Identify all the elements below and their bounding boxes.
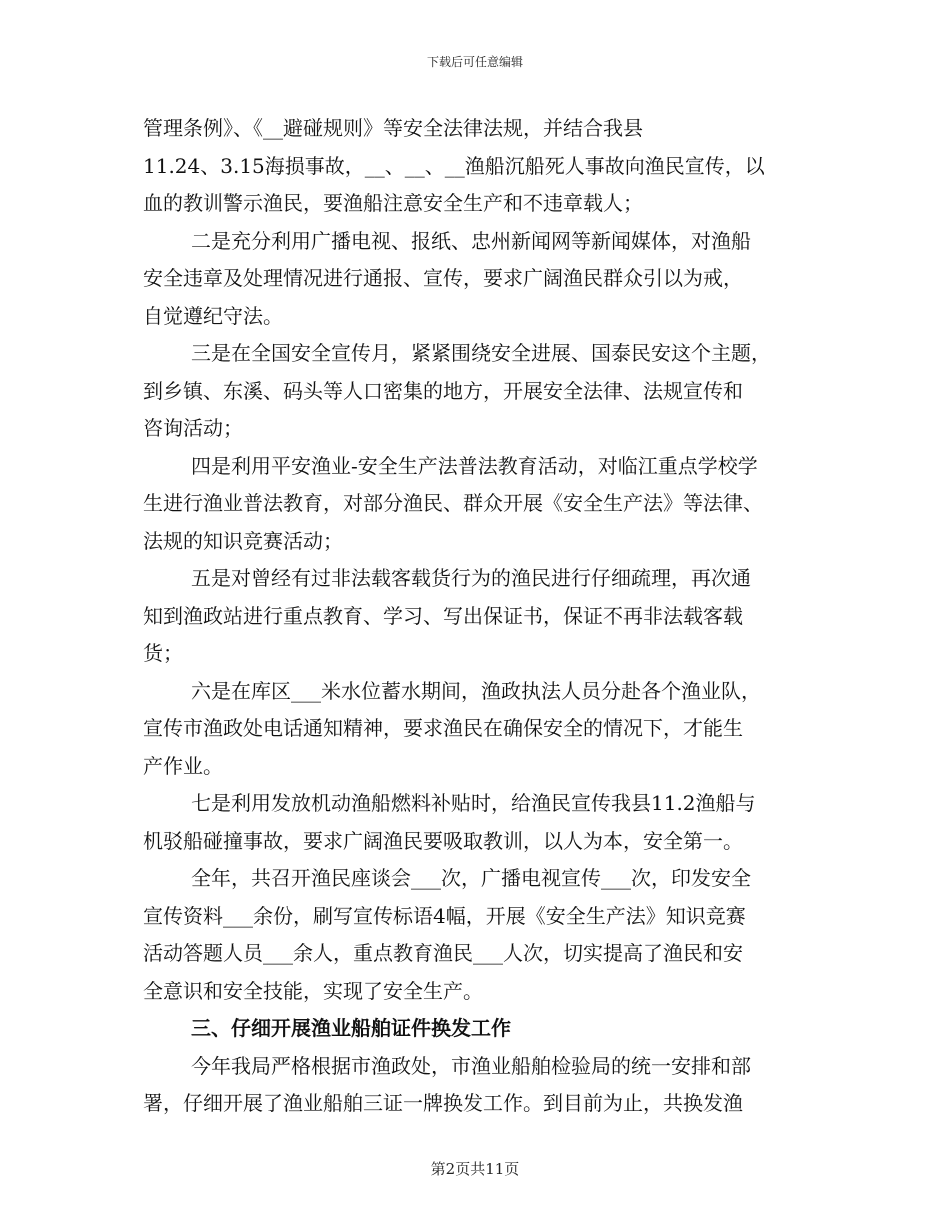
paragraph-line: 署，仔细开展了渔业船舶三证一牌换发工作。到目前为止，共换发渔 xyxy=(143,1091,743,1115)
paragraph-line: 今年我局严格根据市渔政处，市渔业船舶检验局的统一安排和部 xyxy=(191,1053,751,1078)
document-body xyxy=(143,110,815,1123)
paragraph-line: 三是在全国安全宣传月，紧紧围绕安全进展、国泰民安这个主题， xyxy=(191,341,771,365)
paragraph-line: 产作业。 xyxy=(143,753,223,778)
section-heading: 三、仔细开展渔业船舶证件换发工作 xyxy=(191,1016,511,1040)
paragraph-line: 安全违章及处理情况进行通报、宣传，要求广阔渔民群众引以为戒， xyxy=(143,266,743,290)
paragraph-line: 血的教训警示渔民，要渔船注意安全生产和不违章载人； xyxy=(143,191,643,215)
page-footer: 第2页共11页 xyxy=(430,1160,520,1178)
paragraph-line: 二是充分利用广播电视、报纸、忠州新闻网等新闻媒体，对渔船 xyxy=(191,228,751,253)
paragraph-line: 法规的知识竞赛活动； xyxy=(143,528,343,553)
paragraph-line: 自觉遵纪守法。 xyxy=(143,303,283,328)
paragraph-line: 货； xyxy=(143,641,183,665)
paragraph-line: 咨询活动； xyxy=(143,416,243,440)
paragraph-line: 五是对曾经有过非法载客载货行为的渔民进行仔细疏理，再次通 xyxy=(191,566,751,590)
paragraph-line: 全年，共召开渔民座谈会___次，广播电视宣传___次，印发安全 xyxy=(191,866,751,890)
paragraph-line: 全意识和安全技能，实现了安全生产。 xyxy=(143,978,483,1003)
paragraph-line: 知到渔政站进行重点教育、学习、写出保证书，保证不再非法载客载 xyxy=(143,603,743,628)
paragraph-line: 七是利用发放机动渔船燃料补贴时，给渔民宣传我县11.2渔船与 xyxy=(191,791,756,815)
paragraph-line: 活动答题人员___余人，重点教育渔民___人次，切实提高了渔民和安 xyxy=(143,941,743,965)
paragraph-line: 四是利用平安渔业-安全生产法普法教育活动，对临江重点学校学 xyxy=(191,453,758,478)
paragraph-line: 11.24、3.15海损事故，__、__、__渔船沉船死人事故向渔民宣传，以 xyxy=(143,153,765,178)
paragraph-line: 生进行渔业普法教育，对部分渔民、群众开展《安全生产法》等法律、 xyxy=(143,491,763,515)
page-header: 下载后可任意编辑 xyxy=(426,55,523,69)
paragraph-line: 机驳船碰撞事故，要求广阔渔民要吸取教训，以人为本，安全第一。 xyxy=(143,828,743,853)
paragraph-line: 宣传市渔政处电话通知精神，要求渔民在确保安全的情况下，才能生 xyxy=(143,716,743,740)
paragraph-line: 六是在库区___米水位蓄水期间，渔政执法人员分赴各个渔业队， xyxy=(191,678,761,703)
paragraph-line: 到乡镇、东溪、码头等人口密集的地方，开展安全法律、法规宣传和 xyxy=(143,378,743,403)
paragraph-line: 管理条例》、《__避碰规则》等安全法律法规，并结合我县 xyxy=(143,116,643,140)
paragraph-line: 宣传资料___余份，刷写宣传标语4幅，开展《安全生产法》知识竞赛 xyxy=(143,903,746,928)
